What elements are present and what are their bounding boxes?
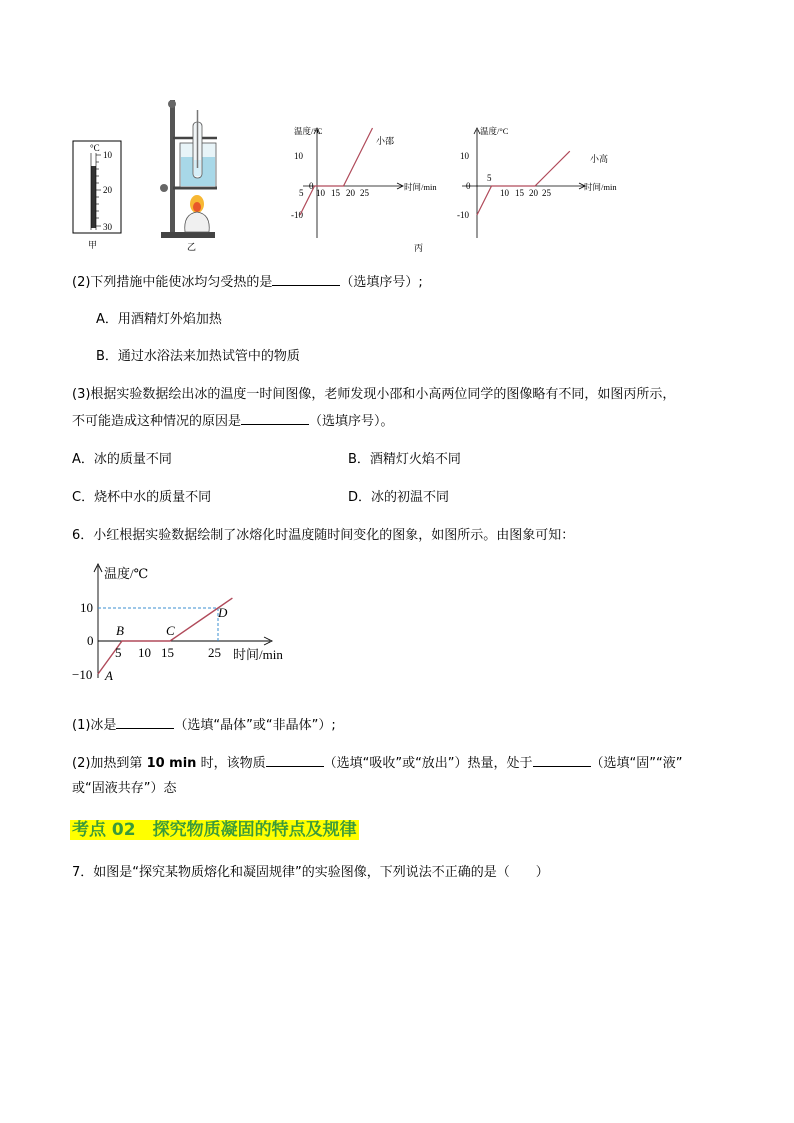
- graph-right-xtick-15: 15: [515, 188, 524, 198]
- q6-part2-text-c: 时，该物质: [200, 756, 266, 771]
- q5-part2-text: (2)下列措施中能使冰均匀受热的是: [72, 275, 273, 290]
- graph-left-ytick-0: 0: [309, 181, 314, 191]
- q6-ytick-0: 0: [87, 633, 94, 648]
- q5-part3-hint: （选填序号）。: [309, 414, 394, 429]
- q5-part3-option-b: B．酒精灯火焰不同: [348, 452, 461, 467]
- graph-left-series-label: 小邵: [376, 136, 395, 146]
- q6-part1-hint: （选填“晶体”或“非晶体”）;: [174, 718, 336, 733]
- stand-rod: [170, 100, 175, 234]
- graph-left-xlabel: 时间/min: [404, 182, 437, 192]
- q6-part1-text: (1)冰是: [72, 718, 117, 733]
- q6-point-b: B: [116, 623, 124, 638]
- thermometer-figure: [70, 138, 126, 254]
- q6-xtick-25: 25: [208, 645, 221, 660]
- graph-right-xtick-5: 5: [487, 173, 492, 183]
- thermometer-unit: °C: [90, 143, 100, 153]
- q6-point-d: D: [218, 605, 228, 620]
- q6-part2-line1: [72, 754, 683, 773]
- graph-right-series-label: 小高: [590, 154, 609, 164]
- q5-part3-line1: (3)根据实验数据绘出冰的温度一时间图像，老师发现小邵和小高两位同学的图像略有不同，如图丙所示，: [72, 387, 676, 402]
- graph-left-ytick-neg10: -10: [291, 210, 303, 220]
- q6-xtick-10: 10: [138, 645, 151, 660]
- graph-left-ytick-10: 10: [294, 151, 303, 161]
- answer-blank[interactable]: [533, 754, 591, 767]
- graph-right-ytick-10: 10: [460, 151, 469, 161]
- section-header: [70, 818, 359, 842]
- q5-part2-option-b: B．通过水浴法来加热试管中的物质: [96, 349, 300, 364]
- apparatus-figure: [155, 96, 225, 254]
- graph-right-ytick-0: 0: [466, 181, 471, 191]
- graph-right-xtick-20: 20: [529, 188, 538, 198]
- answer-blank[interactable]: [116, 716, 174, 729]
- q6-graph: [68, 560, 298, 688]
- graph-right-xtick-25: 25: [542, 188, 551, 198]
- q6-part2-time: 10 min: [146, 756, 197, 771]
- q5-part3-line2: [72, 412, 394, 431]
- graph-left-xtick-5: 5: [299, 188, 304, 198]
- answer-blank[interactable]: [241, 412, 309, 425]
- q6-stem: 6．小红根据实验数据绘制了冰熔化时温度随时间变化的图象，如图所示。由图象可知：: [72, 528, 575, 543]
- thermometer-tick-10: 10: [103, 150, 112, 160]
- q5-part2-line: [72, 273, 423, 292]
- q5-part2-option-a: A．用酒精灯外焰加热: [96, 312, 222, 327]
- caption-bing: 丙: [414, 243, 424, 253]
- q5-part3-text: 不可能造成这种情况的原因是: [72, 414, 242, 429]
- q5-part2-hint: （选填序号）;: [340, 275, 423, 290]
- q6-xlabel: 时间/min: [233, 647, 283, 662]
- q6-ylabel: 温度/℃: [104, 566, 149, 581]
- answer-blank[interactable]: [272, 273, 340, 286]
- graph-left-xtick-20: 20: [346, 188, 355, 198]
- graph-right-ylabel: 温度/°C: [480, 126, 509, 136]
- thermometer-tick-30: 30: [103, 222, 112, 232]
- graph-left-ylabel: 温度/°C: [294, 126, 323, 136]
- q6-part2-text-d: （选填“吸收”或“放出”）热量，处于: [323, 756, 533, 771]
- graph-right-ytick-neg10: -10: [457, 210, 469, 220]
- q6-ytick-neg10: −10: [72, 667, 93, 682]
- graph-left-series-line: [300, 128, 373, 215]
- thermometer-tick-20: 20: [103, 185, 112, 195]
- clamp-knob: [168, 100, 176, 108]
- graph-right: [456, 122, 626, 244]
- caption-yi: 乙: [187, 242, 197, 252]
- q6-point-c: C: [166, 623, 175, 638]
- q5-part3-option-d: D．冰的初温不同: [348, 490, 450, 505]
- q5-part3-option-a: A．冰的质量不同: [72, 452, 172, 467]
- q6-xtick-5: 5: [115, 645, 122, 660]
- graph-left-xtick-10: 10: [316, 188, 325, 198]
- graph-right-series-line: [477, 151, 570, 215]
- graph-left: [278, 122, 446, 253]
- caption-jia: 甲: [88, 240, 98, 250]
- q6-part2-line2: 或“固液共存”）态: [72, 781, 177, 796]
- q6-point-a: A: [105, 668, 113, 683]
- graph-right-xtick-10: 10: [500, 188, 509, 198]
- graph-left-xtick-25: 25: [360, 188, 369, 198]
- q6-part1-line: [72, 716, 336, 735]
- q6-part2-text-a: (2)加热到第: [72, 756, 143, 771]
- graph-left-xtick-15: 15: [331, 188, 340, 198]
- section-title: 考点 02 探究物质凝固的特点及规律: [72, 820, 357, 840]
- q6-ytick-10: 10: [80, 600, 93, 615]
- q6-xtick-15: 15: [161, 645, 174, 660]
- answer-blank[interactable]: [266, 754, 324, 767]
- graph-right-xlabel: 时间/min: [584, 182, 617, 192]
- thermometer-column: [91, 166, 96, 228]
- q6-part2-text-e: （选填“固”“液”: [590, 756, 683, 771]
- q7-stem: 7．如图是“探究某物质熔化和凝固规律”的实验图像，下列说法不正确的是（ ）: [72, 865, 549, 880]
- q5-part3-option-c: C．烧杯中水的质量不同: [72, 490, 212, 505]
- stand-base: [161, 232, 215, 238]
- alcohol-lamp: [185, 212, 210, 232]
